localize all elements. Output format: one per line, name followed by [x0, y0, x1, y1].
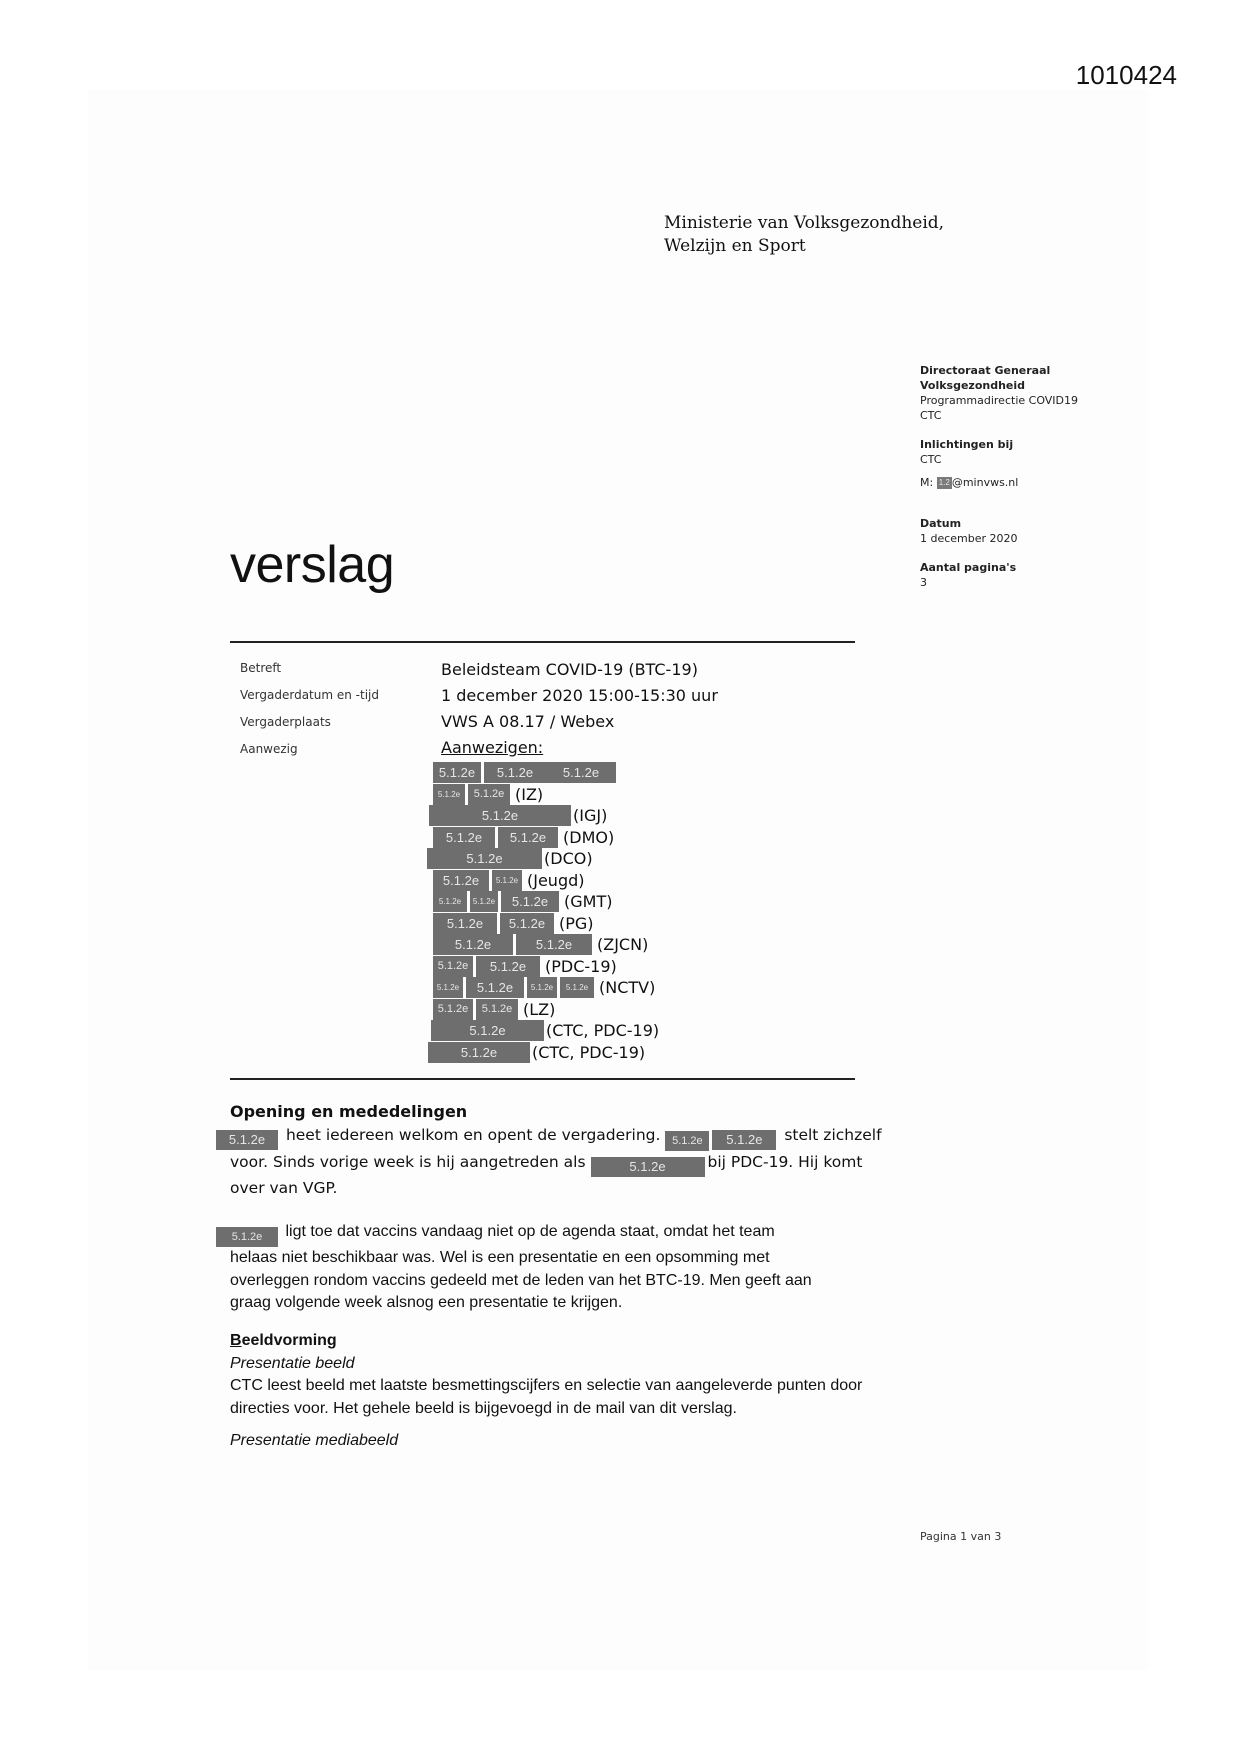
- paragraph-text: bij PDC-19. Hij komt: [707, 1152, 863, 1171]
- value-betreft: Beleidsteam COVID-19 (BTC-19): [441, 660, 698, 679]
- attendee-row: [433, 999, 659, 1021]
- meta-values: [441, 660, 718, 764]
- paragraph-text: graag volgende week alsnog een presentatie te krijgen.: [230, 1294, 623, 1311]
- redaction-box: 5.1.2e: [546, 762, 616, 783]
- sidebar-contact: [920, 437, 1120, 490]
- section-heading: [230, 1330, 910, 1353]
- attendee-role: (ZJCN): [597, 935, 649, 955]
- attendee-role: (DMO): [563, 827, 615, 847]
- label-betreft: Betreft: [240, 661, 282, 675]
- attendee-row: [431, 1020, 659, 1042]
- section-heading: Opening en mededelingen: [230, 1102, 468, 1121]
- paragraph-text: over van VGP.: [230, 1178, 338, 1197]
- page-number: Pagina 1 van 3: [920, 1530, 1002, 1543]
- sidebar-colophon: [920, 363, 1120, 604]
- document-title: verslag: [230, 536, 395, 594]
- mail-domain: @minvws.nl: [951, 476, 1019, 489]
- attendee-row: [433, 762, 659, 784]
- redaction-box: 5.1.2e: [468, 784, 510, 805]
- redaction-box: 5.1.2e: [516, 934, 592, 955]
- redaction-box: 5.1.2e: [492, 870, 522, 891]
- redaction-box: 5.1.2e: [500, 913, 554, 934]
- attendee-role: (IGJ): [573, 806, 608, 826]
- attendee-row: [427, 848, 659, 870]
- redaction-box: 5.1.2e: [433, 913, 497, 934]
- subheading: Presentatie mediabeeld: [230, 1432, 399, 1449]
- attendee-role: (CTC, PDC-19): [532, 1042, 646, 1062]
- redaction-box: 5.1.2e: [433, 784, 465, 805]
- attendee-role: (PG): [559, 913, 594, 933]
- sidebar-date: [920, 516, 1120, 546]
- attendee-row: [433, 956, 659, 978]
- document-id: 1010424: [1075, 60, 1177, 90]
- heading-rest: eeldvorming: [241, 1332, 337, 1349]
- redaction-box: 5.1.2e: [433, 999, 473, 1020]
- divider-top: [230, 641, 855, 643]
- redaction-box: 5.1.2e: [216, 1130, 278, 1150]
- section-beeldvorming: [230, 1330, 910, 1453]
- redaction-box: 5.1.2e: [476, 999, 518, 1020]
- label-plaats: Vergaderplaats: [240, 715, 331, 729]
- attendee-role: (GMT): [564, 892, 613, 912]
- value-datum-tijd: 1 december 2020 15:00-15:30 uur: [441, 686, 718, 705]
- redaction-box: 5.1.2e: [591, 1157, 705, 1177]
- redaction-box: 5.1.2e: [433, 956, 473, 977]
- org-line-2: Volksgezondheid: [920, 379, 1026, 392]
- attendee-role: (Jeugd): [527, 870, 585, 890]
- sidebar-pages: [920, 560, 1120, 590]
- mail-prefix: M:: [920, 476, 934, 489]
- redaction-box: 5.1.2e: [433, 762, 481, 783]
- redaction-box: 5.1.2e: [429, 805, 571, 826]
- paragraph-text: heet iedereen welkom en opent de vergadering.: [285, 1125, 661, 1144]
- value-plaats: VWS A 08.17 / Webex: [441, 712, 615, 731]
- redaction-box: 5.1.2e: [470, 891, 498, 912]
- attendee-list: [433, 762, 659, 1063]
- meta-labels: [240, 660, 379, 768]
- paragraph-text: stelt zichzelf: [784, 1125, 882, 1144]
- redaction-box: 5.1.2e: [216, 1227, 278, 1247]
- attendee-row: [433, 784, 659, 806]
- label-datum-tijd: Vergaderdatum en -tijd: [240, 688, 379, 702]
- redaction-box: 5.1.2e: [427, 848, 542, 869]
- attendee-role: (DCO): [544, 849, 593, 869]
- attendee-row: [433, 977, 659, 999]
- attendee-role: (CTC, PDC-19): [546, 1021, 660, 1041]
- paragraph-text: helaas niet beschikbaar was. Wel is een presentatie en een opsomming met: [230, 1249, 770, 1266]
- attendee-row: [428, 1042, 659, 1064]
- org-line-4: CTC: [920, 409, 942, 422]
- heading-initial: B: [230, 1332, 242, 1349]
- redaction-box: 5.1.2e: [484, 762, 546, 783]
- date-value: 1 december 2020: [920, 532, 1018, 545]
- paragraph: [216, 1124, 910, 1151]
- value-aanwezigen: Aanwezigen:: [441, 738, 544, 757]
- attendee-role: (LZ): [523, 999, 556, 1019]
- paragraph-line: [230, 1151, 910, 1177]
- contact-label: Inlichtingen bij: [920, 438, 1014, 451]
- redaction-box: 5.1.2e: [433, 827, 495, 848]
- redaction-box: 5.1.2e: [501, 891, 559, 912]
- attendee-row: [433, 827, 659, 849]
- redaction-box: 5.1.2e: [712, 1130, 776, 1150]
- org-line-1: Directoraat Generaal: [920, 364, 1051, 377]
- attendee-role: (IZ): [515, 784, 544, 804]
- contact-value: CTC: [920, 453, 942, 466]
- org-line-3: Programmadirectie COVID19: [920, 394, 1079, 407]
- redaction-box: 1.2: [938, 478, 950, 487]
- paragraph: [230, 1221, 910, 1315]
- redaction-box: 5.1.2e: [665, 1131, 709, 1151]
- redaction-box: 5.1.2e: [433, 934, 513, 955]
- contact-mail: [920, 475, 1120, 490]
- ministry-line-2: Welzijn en Sport: [664, 236, 806, 256]
- ministry-logo-text: [664, 212, 944, 258]
- attendee-row: [433, 913, 659, 935]
- redaction-box: 5.1.2e: [433, 977, 463, 998]
- paragraph-text: overleggen rondom vaccins gedeeld met de leden van het BTC-19. Men geeft aan: [230, 1271, 812, 1289]
- section-opening: [230, 1101, 910, 1315]
- attendee-row: [433, 934, 659, 956]
- divider-bottom: [230, 1078, 855, 1080]
- date-label: Datum: [920, 517, 962, 530]
- redaction-box: 5.1.2e: [431, 1020, 544, 1041]
- attendee-row: [429, 805, 659, 827]
- attendee-row: [433, 870, 659, 892]
- attendee-role: (PDC-19): [545, 956, 617, 976]
- redaction-box: 5.1.2e: [433, 891, 467, 912]
- attendee-row: [433, 891, 659, 913]
- redaction-box: 5.1.2e: [433, 870, 489, 891]
- redaction-box: 5.1.2e: [466, 977, 524, 998]
- pages-value: 3: [920, 576, 927, 589]
- redaction-box: 5.1.2e: [476, 956, 540, 977]
- paragraph-text: ligt toe dat vaccins vandaag niet op de agenda staat, omdat het team: [285, 1223, 775, 1240]
- label-aanwezig: Aanwezig: [240, 742, 298, 756]
- sidebar-org: [920, 363, 1120, 423]
- pages-label: Aantal pagina's: [920, 561, 1017, 574]
- attendee-role: (NCTV): [599, 978, 656, 998]
- redaction-box: 5.1.2e: [527, 977, 557, 998]
- paragraph-text: voor. Sinds vorige week is hij aangetreden als: [230, 1152, 586, 1171]
- redaction-box: 5.1.2e: [428, 1042, 530, 1063]
- paragraph-text: CTC leest beeld met laatste besmettingscijfers en selectie van aangeleverde punten door directies voor. Het gehele beeld is bijgevoegd in de mail van dit verslag.: [230, 1377, 863, 1417]
- ministry-line-1: Ministerie van Volksgezondheid,: [664, 213, 945, 233]
- redaction-box: 5.1.2e: [498, 827, 558, 848]
- redaction-box: 5.1.2e: [560, 977, 594, 998]
- subheading: Presentatie beeld: [230, 1354, 355, 1372]
